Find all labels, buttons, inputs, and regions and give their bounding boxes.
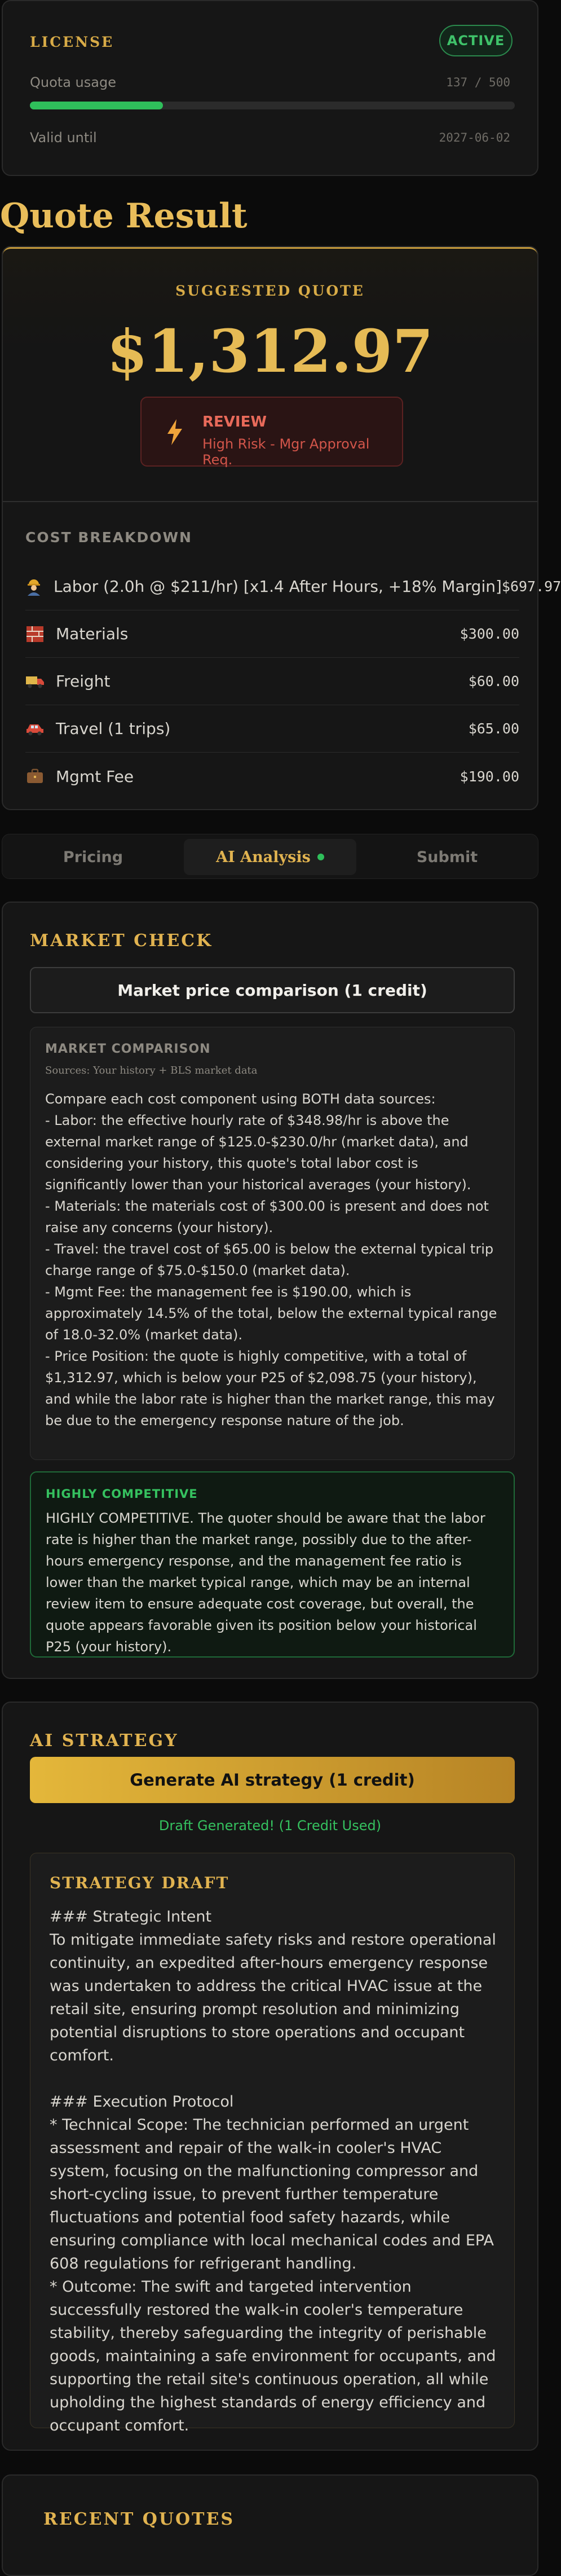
suggested-price: $1,312.97 <box>107 316 434 386</box>
recent-quotes-title: RECENT QUOTES <box>43 2509 235 2529</box>
valid-until-value: 2027-06-02 <box>439 131 510 144</box>
cost-label: Materials <box>56 625 129 643</box>
valid-until-label: Valid until <box>30 130 97 146</box>
review-subtitle: High Risk - Mgr Approval Req. <box>202 436 370 468</box>
cost-amount: $300.00 <box>460 626 519 642</box>
active-dot <box>317 854 324 860</box>
strategy-draft-heading: STRATEGY DRAFT <box>50 1874 229 1892</box>
tab-label: Submit <box>416 848 478 866</box>
license-card <box>2 0 538 176</box>
quota-progress-bar <box>30 102 515 109</box>
status-badge: ACTIVE <box>439 25 513 56</box>
market-comparison-text: Compare each cost component using BOTH data sources: - Labor: the effective hourly rate of $348.98/hr is above the external market range of $125.0-$230.0/hr (market data), and considering your history, this quote's total labor cost is significantly lower than your historical averages (your history). - Materials: the materials cost of $300.00 is present and does not raise any concerns (your history). - Travel: the travel cost of $65.00 is below the external typical trip charge range of $75.0-$150.0 (market data). - Mgmt Fee: the management fee is $190.00, which is approximately 14.5% of the total, below the external typical range of 18.0-32.0% (market data). - Price Position: the quote is highly competitive, with a total of $1,312.97, which is below your P25 of $2,098.75 (your history), and while the labor rate is higher than the market range, this may be due to the emergency response nature of the job. <box>45 1091 497 1428</box>
tab-submit[interactable] <box>361 839 533 875</box>
cost-row-materials <box>25 610 519 658</box>
ai-strategy-card <box>2 1702 538 2451</box>
market-comparison-sources: Sources: Your history + BLS market data <box>45 1065 258 1076</box>
cost-label: Labor (2.0h @ $211/hr) [x1.4 After Hours, +18% Margin] <box>54 577 502 596</box>
quota-progress-fill <box>30 102 163 109</box>
cost-row-freight <box>25 658 519 705</box>
cost-amount: $697.97 <box>501 578 561 595</box>
cost-label: Travel (1 trips) <box>56 719 171 738</box>
market-check-card <box>2 902 538 1679</box>
truck-icon <box>25 672 45 691</box>
quota-value: 137 / 500 <box>446 76 510 89</box>
lightning-icon <box>166 419 183 445</box>
market-comparison-heading: MARKET COMPARISON <box>45 1042 211 1056</box>
briefcase-icon <box>25 767 45 786</box>
cost-row-labor <box>25 563 561 610</box>
worker-icon <box>25 577 42 596</box>
generate-strategy-button[interactable]: Generate AI strategy (1 credit) <box>30 1757 515 1803</box>
quote-card <box>2 246 561 810</box>
review-title: REVIEW <box>202 414 267 430</box>
suggested-quote-label: SUGGESTED QUOTE <box>175 283 365 299</box>
market-check-title: MARKET CHECK <box>30 931 213 951</box>
license-title: LICENSE <box>30 34 114 50</box>
cost-row-mgmt-fee <box>25 753 519 800</box>
quote-summary <box>3 247 537 502</box>
cost-label: Freight <box>56 672 111 691</box>
recent-quotes-card <box>2 2474 538 2576</box>
tab-label: AI Analysis <box>216 848 311 866</box>
draft-status: Draft Generated! (1 Credit Used) <box>158 1818 382 1834</box>
review-alert <box>140 397 403 467</box>
cost-amount: $60.00 <box>468 673 519 689</box>
market-comparison-box <box>30 1027 515 1460</box>
tab-ai-analysis[interactable] <box>184 839 356 875</box>
tab-bar <box>2 834 538 879</box>
verdict-box <box>30 1471 515 1658</box>
tab-pricing[interactable] <box>7 839 179 875</box>
ai-strategy-title: AI STRATEGY <box>30 1731 179 1751</box>
verdict-heading: HIGHLY COMPETITIVE <box>46 1487 198 1501</box>
cost-row-travel <box>25 705 519 753</box>
cost-amount: $190.00 <box>460 768 519 785</box>
bricks-icon <box>25 625 45 644</box>
cost-breakdown-heading: COST BREAKDOWN <box>25 529 192 546</box>
verdict-text: HIGHLY COMPETITIVE. The quoter should be aware that the labor rate is higher than the market range, possibly due to the after-hours emergency response, and the management fee ratio is lower than the market typical range, which may be an internal review item to ensure adequate cost coverage, but overall, the quote appears favorable given its position below your historical P25 (your history). <box>46 1510 490 1655</box>
page-title: Quote Result <box>0 196 248 236</box>
market-comparison-button[interactable]: Market price comparison (1 credit) <box>30 967 515 1013</box>
strategy-draft-text: ### Strategic Intent To mitigate immediate safety risks and restore operational continuity, an expedited after-hours emergency response was undertaken to address the critical HVAC issue at the retail site, ensuring prompt resolution and minimizing potential disruptions to store operations and occupant comfort. ### Execution Protocol * Technical Scope: The technician performed an urgent assessment and repair of the walk-in cooler's HVAC system, focusing on the malfunctioning compressor and short-cycling issue, to prevent further temperature fluctuations and potential food safety hazards, while ensuring compliance with local mechanical codes and EPA 608 regulations for refrigerant handling. * Outcome: The swift and targeted intervention successfully restored the walk-in cooler's temperature stability, thereby safeguarding the integrity of perishable goods, maintaining a safe environment for occupants, and supporting the retail site's continuous operation, all while upholding the highest standards of energy efficiency and occupant comfort. <box>50 1908 496 2434</box>
car-icon <box>25 719 45 738</box>
tab-label: Pricing <box>63 848 123 866</box>
strategy-draft-box <box>30 1853 515 2434</box>
cost-label: Mgmt Fee <box>56 767 134 786</box>
cost-amount: $65.00 <box>468 720 519 737</box>
quota-label: Quota usage <box>30 74 116 90</box>
